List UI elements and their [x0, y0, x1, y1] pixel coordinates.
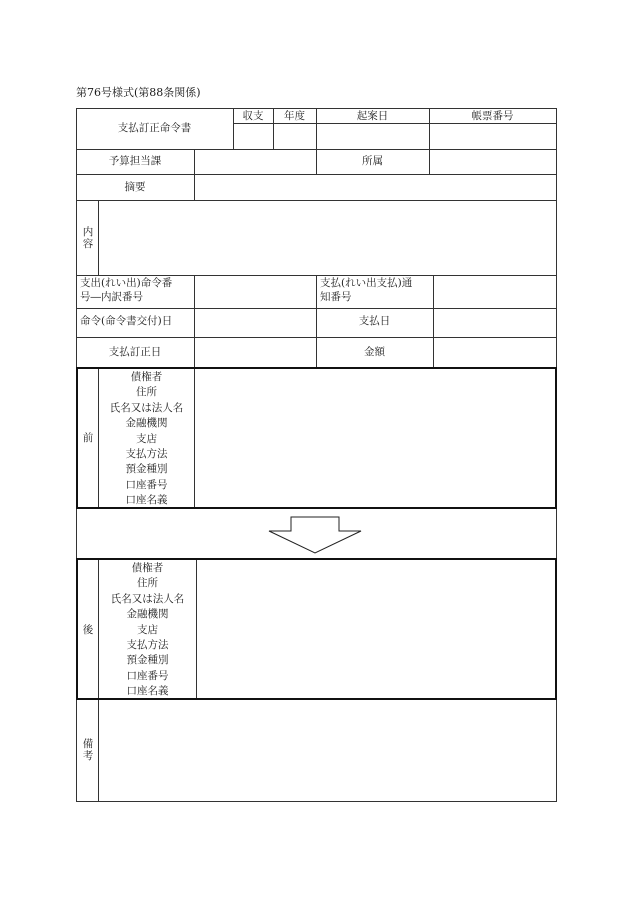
- after-item-account-holder: 口座名義: [126, 685, 169, 698]
- after-item-deposit-type: 預金種別: [126, 654, 169, 667]
- before-item-deposit-type: 預金種別: [125, 463, 168, 476]
- ledger-number-header: 帳票番号: [471, 110, 514, 122]
- payment-notice-no-label-2: 知番号: [320, 291, 352, 303]
- form-title: 支払訂正命令書: [117, 122, 192, 134]
- fiscal-year-header: 年度: [284, 110, 305, 122]
- after-item-payment-method: 支払方法: [126, 639, 169, 652]
- after-item-account-number: 口座番号: [126, 669, 169, 682]
- expenditure-order-no-label: 支出(れい出)命令番: [80, 277, 173, 289]
- after-details-field[interactable]: [197, 560, 554, 698]
- summary-field[interactable]: [195, 175, 556, 200]
- contents-label: 内 容: [82, 226, 94, 250]
- affiliation-label: 所属: [362, 155, 383, 167]
- form-number: 第76号様式(第88条関係): [76, 86, 201, 99]
- before-details-field[interactable]: [195, 369, 554, 507]
- before-item-account-number: 口座番号: [125, 478, 168, 491]
- summary-label: 摘要: [124, 181, 146, 193]
- budget-section-field[interactable]: [195, 150, 316, 174]
- income-expense-header: 収支: [242, 110, 264, 122]
- payment-notice-no-label: 支払(れい出支払)通: [320, 277, 413, 289]
- before-item-payment-method: 支払方法: [125, 448, 168, 461]
- after-item-branch: 支店: [137, 623, 158, 636]
- before-item-creditor: 債権者: [130, 371, 163, 383]
- order-date-label: 命令(命令書交付)日: [80, 315, 173, 327]
- before-label: 前: [82, 432, 94, 444]
- amount-label: 金額: [364, 346, 385, 358]
- remarks-field[interactable]: [99, 701, 556, 801]
- after-item-name: 氏名又は法人名: [110, 592, 185, 605]
- expenditure-order-no-label-2: 号―内訳番号: [80, 291, 143, 303]
- draft-date-header: 起案日: [356, 110, 389, 122]
- draft-date-field[interactable]: [317, 124, 429, 149]
- fiscal-year-field[interactable]: [274, 124, 316, 149]
- expenditure-order-no-field[interactable]: [195, 276, 316, 308]
- correction-date-field[interactable]: [195, 338, 316, 367]
- order-date-field[interactable]: [195, 309, 316, 337]
- down-arrow-icon: [268, 516, 362, 554]
- ledger-number-field[interactable]: [430, 124, 556, 149]
- before-items: [99, 370, 194, 509]
- payment-date-field[interactable]: [434, 309, 556, 337]
- contents-field[interactable]: [99, 201, 556, 275]
- before-item-bank: 金融機関: [125, 417, 168, 430]
- after-item-address: 住所: [137, 577, 158, 590]
- before-item-name: 氏名又は法人名: [109, 401, 184, 414]
- amount-field[interactable]: [434, 338, 556, 367]
- before-item-address: 住所: [136, 386, 157, 399]
- after-item-creditor: 債権者: [131, 562, 164, 574]
- payment-notice-no-field[interactable]: [434, 276, 556, 308]
- correction-date-label: 支払訂正日: [108, 346, 162, 358]
- before-item-account-holder: 口座名義: [125, 494, 168, 507]
- income-expense-field[interactable]: [234, 124, 273, 149]
- after-label: 後: [82, 624, 94, 636]
- budget-section-label: 予算担当課: [108, 155, 162, 167]
- affiliation-field[interactable]: [430, 150, 556, 174]
- payment-date-label: 支払日: [358, 315, 391, 327]
- after-item-bank: 金融機関: [126, 608, 169, 621]
- remarks-label: 備 考: [82, 738, 94, 762]
- before-item-branch: 支店: [136, 432, 157, 445]
- after-items: [99, 561, 196, 700]
